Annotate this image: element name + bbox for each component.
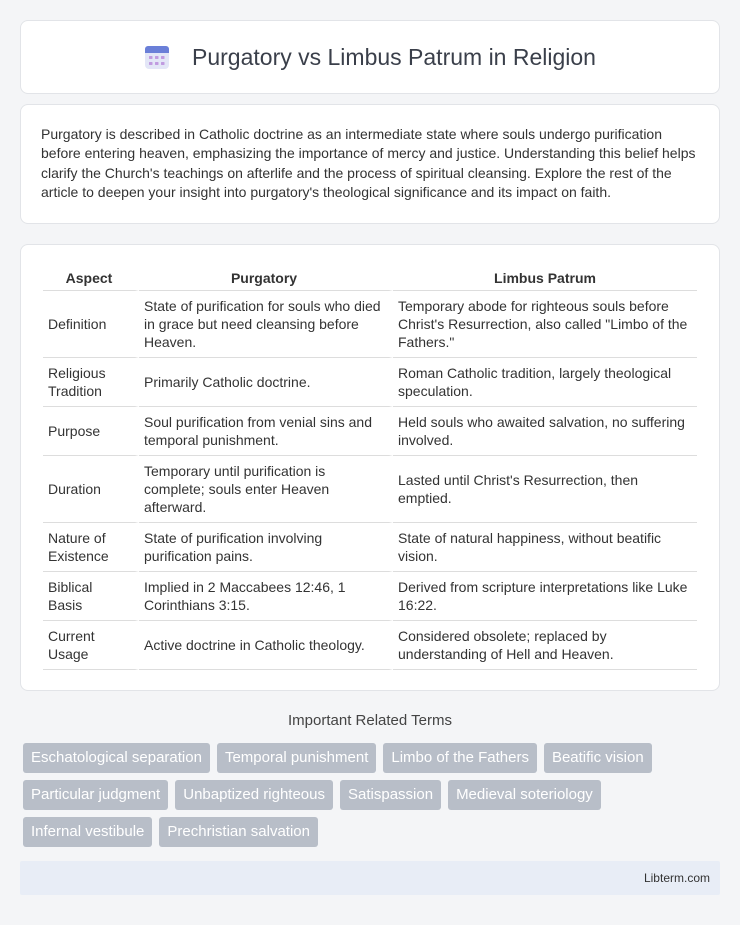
related-terms-title: Important Related Terms <box>288 712 452 729</box>
row-limbus-patrum: State of natural happiness, without beatific vision. <box>393 523 697 572</box>
row-aspect: Current Usage <box>43 621 139 670</box>
related-term-tag[interactable]: Infernal vestibule <box>23 817 152 847</box>
table-row <box>43 291 697 358</box>
row-limbus-patrum: Temporary abode for righteous souls before Christ's Resurrection, also called "Limbo of the Fathers." <box>393 291 697 358</box>
row-aspect: Religious Tradition <box>43 358 139 407</box>
related-term-tag[interactable]: Prechristian salvation <box>159 817 318 847</box>
related-term-tag[interactable]: Unbaptized righteous <box>175 780 333 810</box>
row-aspect: Purpose <box>43 407 139 456</box>
table-row <box>43 407 697 456</box>
table-row <box>43 621 697 670</box>
header <box>144 44 596 71</box>
intro-paragraph: Purgatory is described in Catholic doctrine as an intermediate state where souls undergo purification before entering heaven, emphasizing the importance of mercy and justice. Understanding this belief helps clarify the Church's teachings on afterlife and the process of spiritual cleansing. Explore the rest of the article to deepen your insight into purgatory's theological significance and its impact on faith. <box>41 126 696 200</box>
header-aspect: Aspect <box>43 265 139 291</box>
row-purgatory: Primarily Catholic doctrine. <box>139 358 393 407</box>
row-limbus-patrum: Held souls who awaited salvation, no suffering involved. <box>393 407 697 456</box>
related-term-tag[interactable]: Beatific vision <box>544 743 652 773</box>
header-card <box>20 20 720 94</box>
row-purgatory: Implied in 2 Maccabees 12:46, 1 Corinthians 3:15. <box>139 572 393 621</box>
row-limbus-patrum: Lasted until Christ's Resurrection, then emptied. <box>393 456 697 523</box>
related-term-tag[interactable]: Particular judgment <box>23 780 168 810</box>
calendar-icon <box>144 44 170 70</box>
page-title: Purgatory vs Limbus Patrum in Religion <box>192 43 596 70</box>
header-limbus-patrum: Limbus Patrum <box>393 265 697 291</box>
related-term-tag[interactable]: Temporal punishment <box>217 743 376 773</box>
row-aspect: Nature of Existence <box>43 523 139 572</box>
table-row <box>43 456 697 523</box>
table-row <box>43 523 697 572</box>
related-term-tag[interactable]: Satispassion <box>340 780 441 810</box>
intro-card <box>20 104 720 224</box>
footer-site-link[interactable]: Libterm.com <box>643 871 710 885</box>
related-terms-list <box>23 743 723 847</box>
row-purgatory: State of purification involving purification pains. <box>139 523 393 572</box>
related-term-tag[interactable]: Medieval soteriology <box>448 780 601 810</box>
row-limbus-patrum: Derived from scripture interpretations like Luke 16:22. <box>393 572 697 621</box>
row-limbus-patrum: Considered obsolete; replaced by understanding of Hell and Heaven. <box>393 621 697 670</box>
comparison-table <box>43 265 697 670</box>
row-aspect: Biblical Basis <box>43 572 139 621</box>
row-purgatory: Soul purification from venial sins and temporal punishment. <box>139 407 393 456</box>
table-header-row <box>43 265 697 291</box>
row-aspect: Definition <box>43 291 139 358</box>
related-term-tag[interactable]: Eschatological separation <box>23 743 210 773</box>
comparison-table-card <box>20 244 720 691</box>
row-aspect: Duration <box>43 456 139 523</box>
header-purgatory: Purgatory <box>139 265 393 291</box>
footer <box>20 861 720 895</box>
row-limbus-patrum: Roman Catholic tradition, largely theological speculation. <box>393 358 697 407</box>
row-purgatory: State of purification for souls who died in grace but need cleansing before Heaven. <box>139 291 393 358</box>
table-row <box>43 358 697 407</box>
related-term-tag[interactable]: Limbo of the Fathers <box>383 743 537 773</box>
row-purgatory: Active doctrine in Catholic theology. <box>139 621 393 670</box>
table-row <box>43 572 697 621</box>
row-purgatory: Temporary until purification is complete; souls enter Heaven afterward. <box>139 456 393 523</box>
